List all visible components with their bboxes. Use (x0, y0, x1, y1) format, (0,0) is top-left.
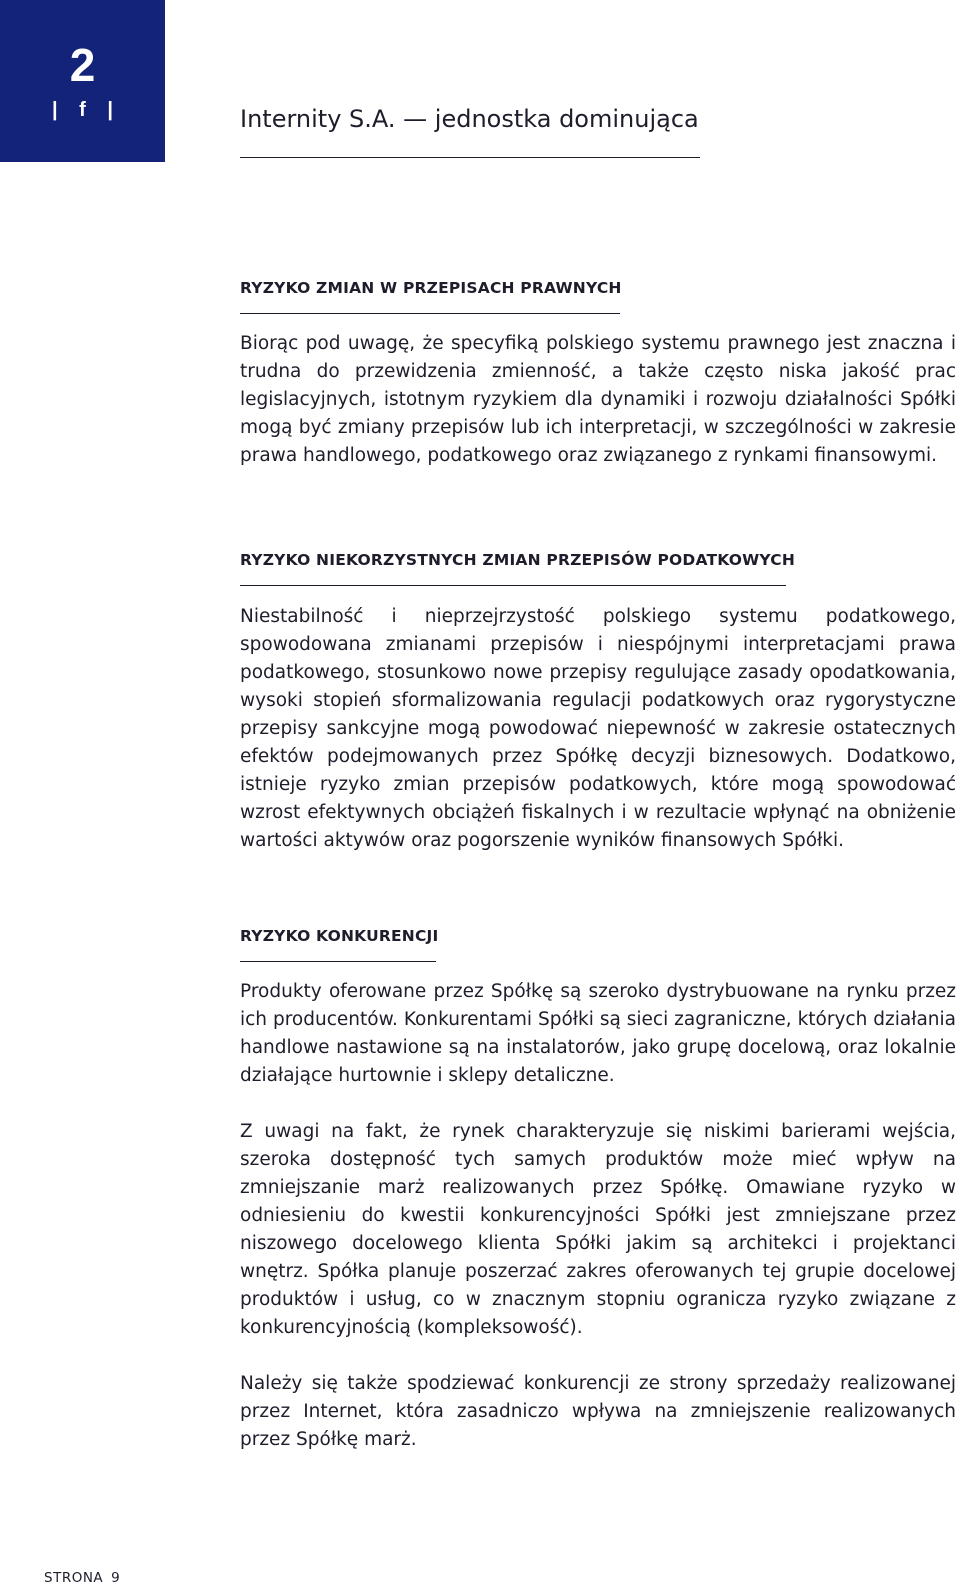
chapter-mark: | f | (52, 99, 121, 121)
section-paragraph: Biorąc pod uwagę, że specyfiką polskiego systemu prawnego jest znaczna i trudna do przewidzenia zmienność, a także często niska jakość prac legislacyjnych, istotnym ryzykiem dla dynamiki i rozwoju działalności Spółki mogą być zmiany przepisów lub ich interpretacji, w szczególności w zakresie prawa handlowego, podatkowego oraz związanego z rynkami finansowymi. (240, 333, 956, 466)
section-legal-risk (240, 278, 956, 470)
section-paragraph: Niestabilność i nieprzejrzystość polskiego systemu podatkowego, spowodowana zmianami przepisów i niespójnymi interpretacjami prawa podatkowego, stosunkowo nowe przepisy regulujące zasady opodatkowania, wysoki stopień sformalizowania regulacji podatkowych oraz rygorystyczne przepisy sankcyjne mogą powodować niepewność w zakresie ostatecznych efektów podejmowanych przez Spółkę decyzji biznesowych. Dodatkowo, istnieje ryzyko zmian przepisów podatkowych, które mogą spowodować wzrost efektywnych obciążeń fiskalnych i w rezultacie wpłynąć na obniżenie wartości aktywów oraz pogorszenie wyników finansowych Spółki. (240, 606, 956, 851)
section-heading: RYZYKO ZMIAN W PRZEPISACH PRAWNYCH (240, 278, 620, 314)
section-heading: RYZYKO KONKURENCJI (240, 926, 436, 962)
section-tax-risk (240, 550, 956, 855)
page-number: 9 (111, 1570, 121, 1586)
chapter-tab (0, 0, 165, 162)
section-competition-risk (240, 926, 956, 1454)
section-paragraph: Z uwagi na fakt, że rynek charakteryzuje się niskimi barierami wejścia, szeroka dostępność tych samych produktów może mieć wpływ na zmniejszanie marż realizowanych przez Spółkę. Omawiane ryzyko w odniesieniu do kwestii konkurencyjności Spółki jest zmniejszane przez niszowego docelowego klienta Spółki jakim są architekci i projektanci wnętrz. Spółka planuje poszerzać zakres oferowanych tej grupie docelowej produktów i usług, co w znacznym stopniu ogranicza ryzyko związane z konkurencyjnością (kompleksowość). (240, 1121, 956, 1338)
section-paragraph: Produkty oferowane przez Spółkę są szeroko dystrybuowane na rynku przez ich producentów. Konkurentami Spółki są sieci zagraniczne, których działania handlowe nastawione są na instalatorów, jako grupę docelową, oraz lokalnie działające hurtownie i sklepy detaliczne. (240, 981, 956, 1086)
page-footer (44, 1569, 120, 1587)
page-label: STRONA (44, 1570, 104, 1586)
page-header (240, 102, 700, 158)
section-paragraph: Należy się także spodziewać konkurencji ze strony sprzedaży realizowanej przez Internet, która zasadniczo wpływa na zmniejszenie realizowanych przez Spółkę marż. (240, 1373, 956, 1450)
page-title: Internity S.A. — jednostka dominująca (240, 105, 699, 133)
section-heading: RYZYKO NIEKORZYSTNYCH ZMIAN PRZEPISÓW PODATKOWYCH (240, 550, 786, 586)
chapter-number: 2 (69, 39, 96, 91)
